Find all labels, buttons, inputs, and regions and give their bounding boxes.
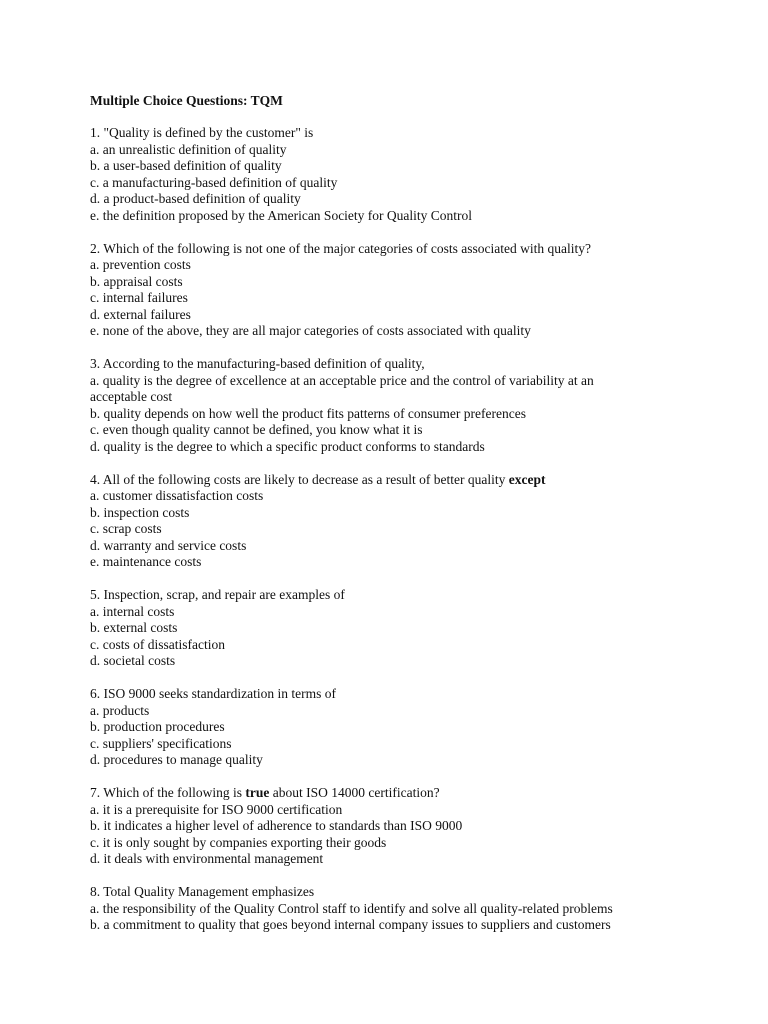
question-6 xyxy=(90,686,730,769)
question-3 xyxy=(90,356,730,455)
answer-option-a: a. prevention costs xyxy=(90,257,191,272)
question-stem-text-end: about ISO 14000 certification? xyxy=(269,785,440,800)
answer-option-b: b. quality depends on how well the product fits patterns of consumer preferences xyxy=(90,405,526,421)
question-stem: 1. "Quality is defined by the customer" is xyxy=(90,125,314,140)
question-stem-text: 4. All of the following costs are likely to decrease as a result of better quality xyxy=(90,471,509,487)
question-2 xyxy=(90,241,730,340)
question-8 xyxy=(90,884,730,934)
emphasis-except: except xyxy=(508,471,546,487)
question-stem xyxy=(90,472,730,489)
answer-option-a: a. it is a prerequisite for ISO 9000 certification xyxy=(90,801,343,817)
answer-option-c: c. it is only sought by companies exporting their goods xyxy=(90,834,387,850)
answer-option-c: c. scrap costs xyxy=(90,521,162,536)
answer-option-b: b. production procedures xyxy=(90,719,225,734)
answer-option-b: b. it indicates a higher level of adherence to standards than ISO 9000 xyxy=(90,818,463,833)
document-body xyxy=(90,92,730,950)
answer-option-b: b. a commitment to quality that goes beyond internal company issues to suppliers and customers xyxy=(90,917,611,932)
answer-option-c: c. a manufacturing-based definition of quality xyxy=(90,174,338,190)
answer-option-a: a. the responsibility of the Quality Control staff to identify and solve all quality-related problems xyxy=(90,900,613,916)
answer-option-a: a. quality is the degree of excellence at an acceptable price and the control of variability at an acceptable cost xyxy=(90,372,594,404)
emphasis-true: true xyxy=(245,785,270,800)
answer-option-e: e. none of the above, they are all major categories of costs associated with quality xyxy=(90,323,531,338)
answer-option-d: d. warranty and service costs xyxy=(90,537,247,553)
answer-option-b: b. inspection costs xyxy=(90,504,190,520)
answer-option-d: d. societal costs xyxy=(90,653,176,668)
page-title: Multiple Choice Questions: TQM xyxy=(90,93,283,108)
answer-option-e: e. the definition proposed by the American Society for Quality Control xyxy=(90,207,473,223)
question-4 xyxy=(90,472,730,571)
answer-option-b: b. a user-based definition of quality xyxy=(90,158,282,173)
answer-option-c: c. internal failures xyxy=(90,290,188,305)
answer-option-c: c. even though quality cannot be defined, you know what it is xyxy=(90,422,423,437)
answer-option-e: e. maintenance costs xyxy=(90,554,202,569)
question-stem: 6. ISO 9000 seeks standardization in terms of xyxy=(90,686,336,701)
question-stem: 8. Total Quality Management emphasizes xyxy=(90,884,315,899)
answer-option-a: a. products xyxy=(90,702,150,718)
answer-option-a: a. an unrealistic definition of quality xyxy=(90,141,287,157)
question-1 xyxy=(90,125,730,224)
answer-option-a: a. customer dissatisfaction costs xyxy=(90,488,264,503)
answer-option-a: a. internal costs xyxy=(90,603,175,619)
question-stem: 2. Which of the following is not one of the major categories of costs associated with quality? xyxy=(90,240,592,256)
answer-option-c: c. costs of dissatisfaction xyxy=(90,636,225,652)
question-7 xyxy=(90,785,730,868)
question-stem: 3. According to the manufacturing-based definition of quality, xyxy=(90,356,425,371)
answer-option-d: d. external failures xyxy=(90,306,191,322)
answer-option-d: d. quality is the degree to which a specific product conforms to standards xyxy=(90,438,485,454)
answer-option-d: d. procedures to manage quality xyxy=(90,752,263,767)
question-stem: 5. Inspection, scrap, and repair are examples of xyxy=(90,587,345,602)
question-5 xyxy=(90,587,730,670)
answer-option-b: b. appraisal costs xyxy=(90,273,183,289)
question-stem-text: 7. Which of the following is xyxy=(90,785,246,800)
answer-option-b: b. external costs xyxy=(90,620,178,635)
answer-option-d: d. it deals with environmental management xyxy=(90,851,324,866)
answer-option-c: c. suppliers' specifications xyxy=(90,735,232,751)
answer-option-d: d. a product-based definition of quality xyxy=(90,191,301,206)
question-stem xyxy=(90,785,730,802)
